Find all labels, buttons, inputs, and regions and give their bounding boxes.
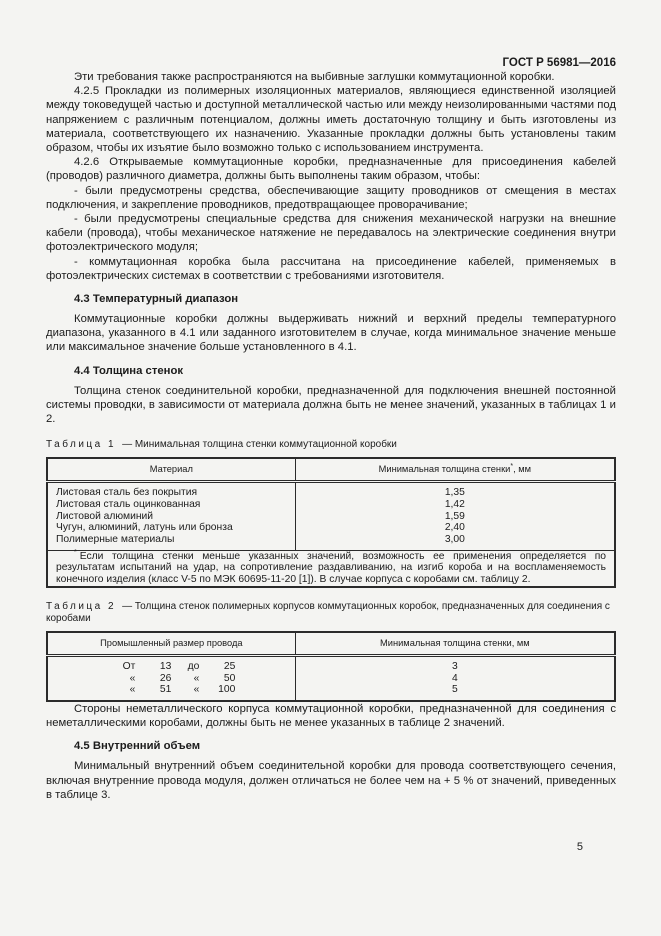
paragraph-4-4: Толщина стенок соединительной коробки, предназначенной для подключения внешней постоянной системы проводки, в зависимости от материала должна быть не менее значений, указанных в таблицах 1 и 2. xyxy=(46,384,616,426)
thickness-cell: 5 xyxy=(451,684,458,696)
range-from-label: « xyxy=(129,672,136,684)
table2-col1-header: Промышленный размер провода xyxy=(47,632,295,656)
range-to-value: 25 xyxy=(223,660,236,672)
table1-footnote-row xyxy=(47,550,615,587)
table-row xyxy=(47,482,615,499)
material-cell: Листовая сталь без покрытия xyxy=(47,482,295,499)
footnote-marker: * xyxy=(510,463,514,471)
paragraph-4-2-5: 4.2.5 Прокладки из полимерных изоляционных материалов, являющиеся единственной изоляцией между токоведущей частью и доступной металлической частью или между неизолированными частями под напряжением с различным потенциалом, должны иметь достаточную толщину и быть изготовлены из материала, соответствующего их назначению. Указанные прокладки должны быть установлены таким образом, чтобы их изъятие было возможно только с использованием инструмента. xyxy=(46,85,616,155)
paragraph-4-5: Минимальный внутренний объем соединительной коробки для провода соответствующего сечения, включая внутренние провода модуля, должен отличаться не более чем на + 5 % от значений, приведенных в таблице 3. xyxy=(46,760,616,801)
table1-col2-header-unit: , мм xyxy=(513,464,532,475)
table-row xyxy=(47,522,615,534)
paragraph-4-2-6-lead: 4.2.6 Открываемые коммутационные коробки, предназначенные для присоединения кабелей (проводов) различного диаметра, должны быть выполнены таким образом, чтобы: xyxy=(46,156,616,183)
table2-header-row xyxy=(47,632,615,656)
page-number: 5 xyxy=(576,841,583,853)
table1-col2-header-main: Минимальная толщина стенки xyxy=(378,464,511,475)
table-row xyxy=(47,673,615,685)
table2-col2-header: Минимальная толщина стенки, мм xyxy=(295,632,615,656)
thickness-cell: 2,40 xyxy=(444,522,465,534)
heading-4-3: 4.3 Температурный диапазон xyxy=(74,293,239,306)
range-from-value: 51 xyxy=(159,684,172,696)
table-row xyxy=(47,534,615,550)
table1-footnote xyxy=(47,550,615,587)
range-to-label: « xyxy=(193,684,200,696)
thickness-cell: 4 xyxy=(451,672,458,684)
table1-caption-text: — Минимальная толщина стенки коммутационной коробки xyxy=(122,439,397,451)
table1-caption xyxy=(46,439,616,451)
table1-header-row xyxy=(47,458,615,482)
table-row xyxy=(47,655,615,672)
range-to-value: 50 xyxy=(223,672,236,684)
table2-caption-label: Таблица 2 xyxy=(46,600,117,612)
range-from-value: 26 xyxy=(159,672,172,684)
table2-caption xyxy=(46,601,616,625)
table1-caption-label: Таблица 1 xyxy=(46,439,117,451)
range-from-value: 13 xyxy=(159,660,172,672)
material-cell: Чугун, алюминий, латунь или бронза xyxy=(47,522,295,534)
range-to-label: « xyxy=(193,672,200,684)
table-row xyxy=(47,511,615,523)
wire-size-cell xyxy=(47,673,295,685)
thickness-cell: 1,35 xyxy=(444,487,465,499)
table-row xyxy=(47,499,615,511)
footnote-marker: * xyxy=(74,549,77,557)
wire-size-cell xyxy=(47,655,295,672)
paragraph-4-3: Коммутационные коробки должны выдерживать нижний и верхний пределы температурного диапазона, указанного в 4.1 или заданного изготовителем в случае, когда минимальное значение меньше или максимальное значение больше установленного в 4.1. xyxy=(46,313,616,354)
thickness-cell: 3 xyxy=(451,660,458,672)
heading-4-5: 4.5 Внутренний объем xyxy=(74,740,201,753)
range-to-value: 100 xyxy=(218,684,236,696)
table2 xyxy=(46,631,616,702)
doc-code: ГОСТ Р 56981—2016 xyxy=(502,57,616,69)
thickness-cell: 3,00 xyxy=(444,534,465,546)
material-cell: Листовая сталь оцинкованная xyxy=(47,499,295,511)
table-row xyxy=(47,684,615,701)
table1-col2-header xyxy=(295,458,615,482)
paragraph-4-2-6-item-2: - были предусмотрены специальные средства для снижения механической нагрузки на внешние кабели (провода), чтобы механическое натяжение не передавалось на электрические соединения внутри фотоэлектрического модуля; xyxy=(46,213,616,254)
table1-footnote-text: Если толщина стенки меньше указанных значений, возможность ее применения определяется по результатам испытаний на удар, на сопротивление раздавливанию, на изгиб короба и на воспламеняемость конечного изделия (класс V-5 по МЭК 60695-11-20 [1]). В случае корпуса с коробами см. таблицу 2. xyxy=(56,550,606,586)
range-to-label: до xyxy=(187,660,200,672)
wire-size-cell xyxy=(47,684,295,701)
table2-caption-text: — Толщина стенок полимерных корпусов коммутационных коробок, предназначенных для соединения с коробами xyxy=(46,600,610,624)
paragraph-intro: Эти требования также распространяются на выбивные заглушки коммутационной коробки. xyxy=(74,71,555,83)
material-cell: Полимерные материалы xyxy=(47,534,295,550)
range-from-label: От xyxy=(122,660,136,672)
paragraph-4-2-6-item-1: - были предусмотрены средства, обеспечивающие защиту проводников от смещения в местах подключения, и закрепление проводников, предотвращающее проворачивание; xyxy=(46,184,616,211)
material-cell: Листовой алюминий xyxy=(47,511,295,523)
thickness-cell: 1,42 xyxy=(444,498,465,510)
thickness-cell: 1,59 xyxy=(444,510,465,522)
table1-col1-header: Материал xyxy=(47,458,295,482)
paragraph-4-2-6-item-3: - коммутационная коробка была рассчитана на присоединение кабелей, применяемых в фотоэлектрических системах в соответствии с требованиями изготовителя. xyxy=(46,255,616,282)
heading-4-4: 4.4 Толщина стенок xyxy=(74,364,184,377)
table1 xyxy=(46,457,616,588)
range-from-label: « xyxy=(129,684,136,696)
paragraph-after-table2: Стороны неметаллического корпуса коммутационной коробки, предназначенной для соединения с неметаллическими коробами, должны быть не менее указанных в таблице 2 значений. xyxy=(46,703,616,730)
